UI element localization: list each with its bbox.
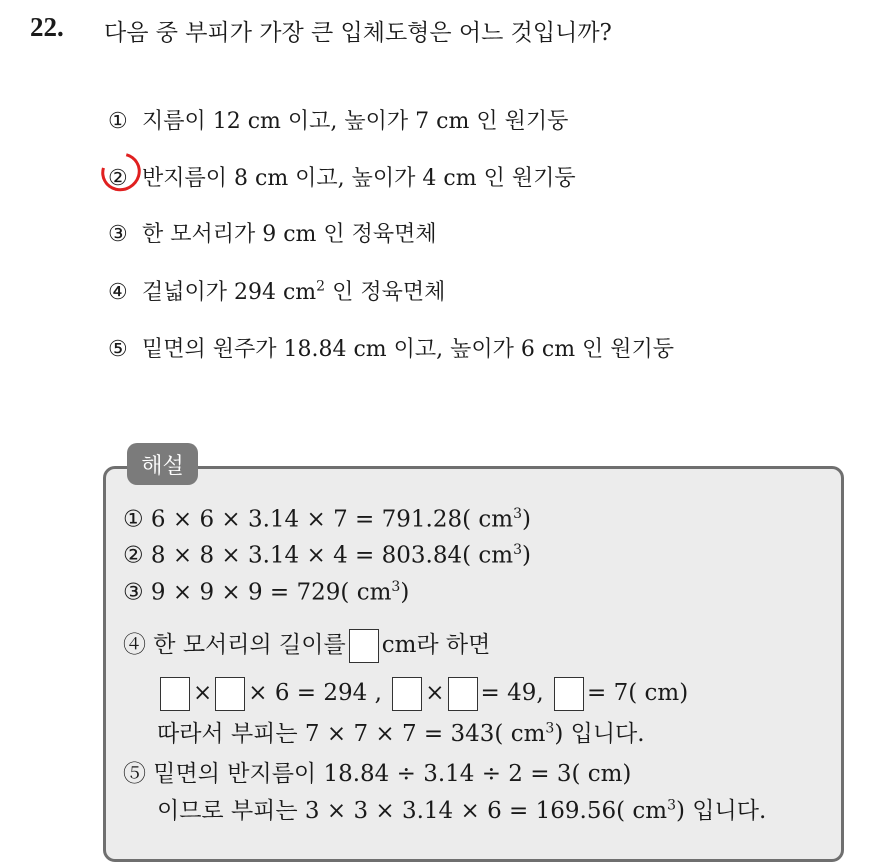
calc-text: = 7( cm) xyxy=(587,680,689,706)
calc-text: ③ 9 × 9 × 9 = 729( cm xyxy=(123,579,392,606)
choice-text: 겉넓이가 294 cm xyxy=(142,280,317,305)
exponent: 3 xyxy=(667,797,676,814)
choice-4[interactable] xyxy=(108,275,445,306)
blank-box xyxy=(392,677,422,711)
explanation-line-1 xyxy=(123,506,531,533)
calc-text: ⑤ 밑면의 반지름이 18.84 ÷ 3.14 ÷ 2 = 3( cm) xyxy=(123,761,632,787)
explanation-line-8 xyxy=(157,792,766,825)
choice-text-tail: 인 정육면체 xyxy=(325,280,446,305)
explanation-line-3 xyxy=(123,579,409,606)
choice-5[interactable] xyxy=(108,332,674,363)
choice-1[interactable] xyxy=(108,104,568,135)
calc-text: × xyxy=(193,680,213,706)
choice-marker: ② xyxy=(108,166,128,191)
blank-box xyxy=(448,677,478,711)
blank-box xyxy=(349,629,379,663)
exponent: 3 xyxy=(513,506,522,522)
explanation-line-6 xyxy=(157,715,645,748)
choice-marker: ⑤ xyxy=(108,337,128,362)
choice-text: 반지름이 8 cm 이고, 높이가 4 cm 인 원기둥 xyxy=(142,166,576,191)
calc-text: ) 입니다. xyxy=(676,798,767,824)
blank-box xyxy=(554,677,584,711)
paren: ) xyxy=(522,542,531,569)
choice-text: 한 모서리가 9 cm 인 정육면체 xyxy=(142,222,437,247)
calc-text: ④ 한 모서리의 길이를 xyxy=(123,632,346,658)
choice-text: 지름이 12 cm 이고, 높이가 7 cm 인 원기둥 xyxy=(142,109,569,134)
question-text: 다음 중 부피가 가장 큰 입체도형은 어느 것입니까? xyxy=(104,20,612,46)
choice-2[interactable] xyxy=(108,161,576,192)
explanation-line-5 xyxy=(157,677,688,711)
calc-text: 따라서 부피는 7 × 7 × 7 = 343( cm xyxy=(157,721,546,747)
calc-text: ② 8 × 8 × 3.14 × 4 = 803.84( cm xyxy=(123,542,514,569)
choice-marker: ③ xyxy=(108,222,128,247)
explanation-line-4 xyxy=(123,626,490,663)
explanation-line-7 xyxy=(123,755,631,788)
calc-text: × xyxy=(425,680,445,706)
choice-text: 밑면의 원주가 18.84 cm 이고, 높이가 6 cm 인 원기둥 xyxy=(142,337,675,362)
question-number: 22. xyxy=(30,12,64,42)
blank-box xyxy=(215,677,245,711)
choice-marker: ④ xyxy=(108,280,128,305)
calc-text: ) 입니다. xyxy=(554,721,645,747)
explanation-tag: 해설 xyxy=(127,443,198,485)
exponent: 3 xyxy=(513,542,522,558)
exponent: 2 xyxy=(316,278,326,295)
explanation-line-2 xyxy=(123,542,531,569)
calc-text: ① 6 × 6 × 3.14 × 7 = 791.28( cm xyxy=(123,506,514,533)
blank-box xyxy=(160,677,190,711)
calc-text: × 6 = 294 , xyxy=(248,680,382,706)
choice-3[interactable] xyxy=(108,217,437,248)
exponent: 3 xyxy=(391,579,401,595)
calc-text: cm라 하면 xyxy=(381,632,491,658)
exponent: 3 xyxy=(545,720,555,737)
choice-marker: ① xyxy=(108,109,128,134)
calc-text: = 49, xyxy=(480,680,544,706)
paren: ) xyxy=(522,506,531,533)
paren: ) xyxy=(400,579,410,606)
calc-text: 이므로 부피는 3 × 3 × 3.14 × 6 = 169.56( cm xyxy=(157,798,668,824)
